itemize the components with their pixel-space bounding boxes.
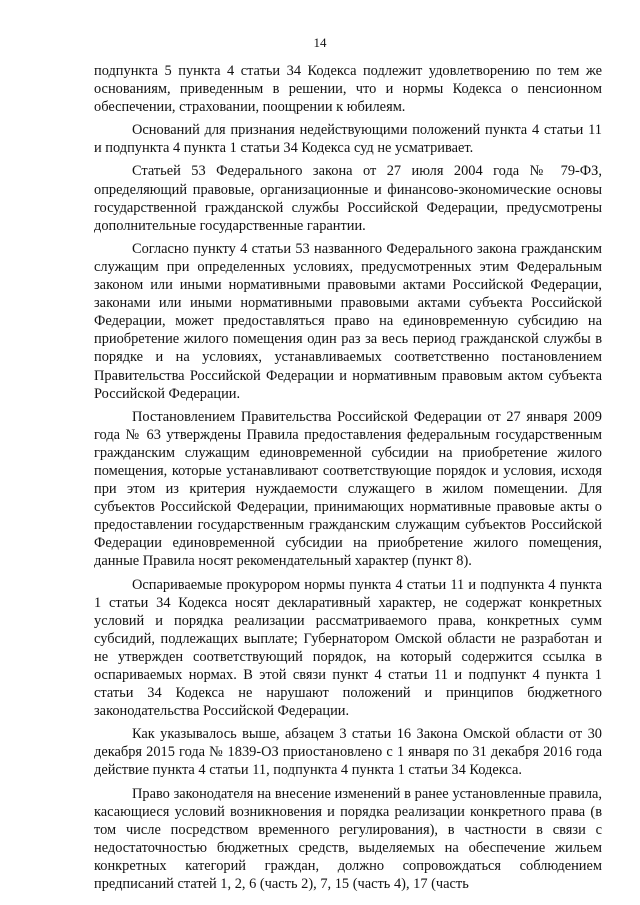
paragraph-7: Как указывалось выше, абзацем 3 статьи 16 Закона Омской области от 30 декабря 2015 года № 1839-ОЗ приостановлено с 1 января по 31 декабря 2016 года действие пункта 4 статьи 11, подпункта 4 пункта 1 статьи 34 Кодекса. [94,726,602,779]
paragraph-1: подпункта 5 пункта 4 статьи 34 Кодекса подлежит удовлетворению по тем же основаниям, приведенным в решении, что и нормы Кодекса о пенсионном обеспечении, страховании, поощрении к юбилеям. [94,63,602,116]
paragraph-6: Оспариваемые прокурором нормы пункта 4 статьи 11 и подпункта 4 пункта 1 статьи 34 Кодекса носят декларативный характер, не содержат конкретных условий и порядка реализации рассматриваемого права, конкретных сумм субсидий, подлежащих выплате; Губернатором Омской области не разработан и не утвержден соответствующий порядок, на который содержится ссылка в оспариваемых нормах. В этой связи пункт 4 статьи 11 и подпункт 4 пункта 1 статьи 34 Кодекса не нарушают положений и принципов бюджетного законодательства Российской Федерации. [94,576,602,720]
paragraph-2: Оснований для признания недействующими положений пункта 4 статьи 11 и подпункта 4 пункта 1 статьи 34 Кодекса суд не усматривает. [94,122,602,157]
page-number: 14 [313,35,327,50]
document-body [94,62,602,898]
paragraph-8: Право законодателя на внесение изменений в ранее установленные правила, касающиеся условий возникновения и порядка реализации конкретного права (в том числе посредством временного регулирования), в частности в связи с недостаточностью бюджетных средств, выделяемых на обеспечение жильем конкретных категорий граждан, должно сопровождаться соблюдением предписаний статей 1, 2, 6 (часть 2), 7, 15 (часть 4), 17 (часть [94,785,602,893]
paragraph-3: Статьей 53 Федерального закона от 27 июля 2004 года № 79-ФЗ, определяющий правовые, организационные и финансово-экономические основы государственной гражданской службы Российской Федерации, предусмотрены дополнительные государственные гарантии. [94,163,602,234]
paragraph-5: Постановлением Правительства Российской Федерации от 27 января 2009 года № 63 утверждены Правила предоставления федеральным государственным гражданским служащим единовременной субсидии на приобретение жилого помещения, которые устанавливают соответствующие порядок и условия, исходя при этом из критерия нуждаемости служащего в жилом помещении. Для субъектов Российской Федерации, принимающих нормативные правовые акты о предоставлении государственным гражданским служащим субъектов Российской Федерации единовременной субсидии на приобретение жилого помещения, данные Правила носят рекомендательный характер (пункт 8). [94,408,602,570]
paragraph-4: Согласно пункту 4 статьи 53 названного Федерального закона гражданским служащим при определенных условиях, предусмотренных этим Федеральным законом или иными нормативными правовыми актами Российской Федерации, законами или иными нормативными правовыми актами субъекта Российской Федерации, может предоставляться право на единовременную субсидию на приобретение жилого помещения один раз за весь период гражданской службы в порядке и на условиях, устанавливаемых соответственно постановлением Правительства Российской Федерации и нормативным правовым актом субъекта Российской Федерации. [94,240,602,402]
